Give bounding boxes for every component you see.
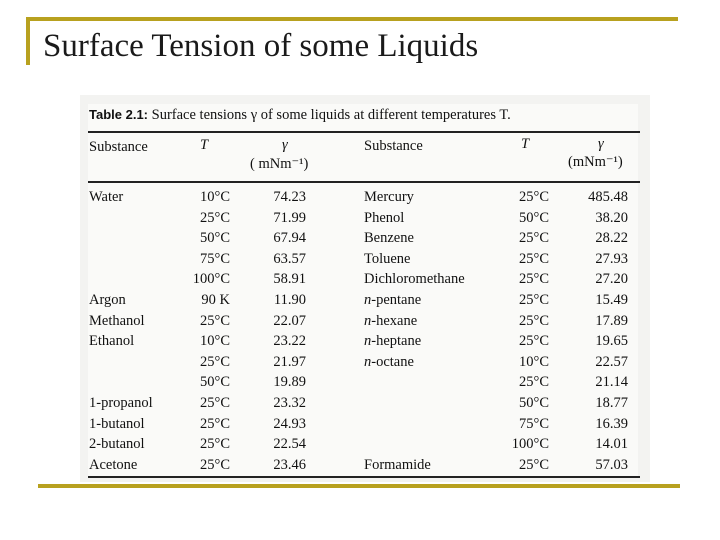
left-temperature-cell: 25°C xyxy=(200,416,230,432)
right-substance-cell xyxy=(364,190,414,205)
substance-name: -octane xyxy=(371,354,414,370)
header-gamma-right: γ xyxy=(598,136,604,152)
substance-name: Formamide xyxy=(364,457,431,473)
table-header-rule xyxy=(88,181,640,183)
substance-name: Toluene xyxy=(364,251,411,267)
right-temperature-cell: 10°C xyxy=(519,354,549,370)
substance-name: Benzene xyxy=(364,230,414,246)
header-temperature-left: T xyxy=(200,137,209,153)
table-bottom-rule xyxy=(88,476,640,478)
left-temperature-cell: 25°C xyxy=(200,354,230,370)
header-substance-right: Substance xyxy=(364,138,423,154)
substance-name: Phenol xyxy=(364,210,405,226)
right-substance-cell xyxy=(364,293,421,308)
left-gamma-cell: 21.97 xyxy=(273,354,306,370)
left-gamma-cell: 71.99 xyxy=(273,210,306,226)
right-gamma-cell: 17.89 xyxy=(595,313,628,329)
substance-name: -hexane xyxy=(371,313,418,329)
left-substance-cell: 2-butanol xyxy=(89,436,145,452)
right-temperature-cell: 75°C xyxy=(519,416,549,432)
right-gamma-cell: 15.49 xyxy=(595,292,628,308)
substance-name: -heptane xyxy=(371,333,422,349)
right-gamma-cell: 16.39 xyxy=(595,416,628,432)
left-temperature-cell: 10°C xyxy=(200,333,230,349)
substance-name: -pentane xyxy=(371,292,422,308)
right-temperature-cell: 25°C xyxy=(519,374,549,390)
right-substance-cell xyxy=(364,314,417,329)
right-gamma-cell: 27.20 xyxy=(595,271,628,287)
right-gamma-cell: 38.20 xyxy=(595,210,628,226)
left-gamma-cell: 23.22 xyxy=(273,333,306,349)
left-gamma-cell: 22.54 xyxy=(273,436,306,452)
left-gamma-cell: 23.32 xyxy=(273,395,306,411)
right-gamma-cell: 57.03 xyxy=(595,457,628,473)
left-temperature-cell: 25°C xyxy=(200,210,230,226)
right-gamma-cell: 14.01 xyxy=(595,436,628,452)
table-caption-text: Surface tensions γ of some liquids at different temperatures T. xyxy=(151,107,511,123)
right-substance-cell xyxy=(364,211,404,226)
right-substance-cell xyxy=(364,458,431,473)
right-substance-cell xyxy=(364,355,414,370)
header-unit-left: ( mNm⁻¹) xyxy=(250,156,309,172)
slide-frame-top-bar xyxy=(26,17,678,21)
header-temperature-right: T xyxy=(521,136,530,152)
right-substance-cell xyxy=(364,252,411,267)
right-gamma-cell: 19.65 xyxy=(595,333,628,349)
left-substance-cell: 1-propanol xyxy=(89,395,153,411)
left-gamma-cell: 11.90 xyxy=(273,292,306,308)
left-gamma-cell: 22.07 xyxy=(273,313,306,329)
left-gamma-cell: 58.91 xyxy=(273,271,306,287)
header-unit-right: (mNm⁻¹) xyxy=(568,154,623,170)
left-temperature-cell: 25°C xyxy=(200,313,230,329)
right-temperature-cell: 25°C xyxy=(519,251,549,267)
slide-frame-bottom-bar xyxy=(38,484,680,488)
left-gamma-cell: 24.93 xyxy=(273,416,306,432)
right-temperature-cell: 100°C xyxy=(511,436,549,452)
right-substance-cell xyxy=(364,231,414,246)
slide-frame-left-bar xyxy=(26,17,30,65)
right-temperature-cell: 25°C xyxy=(519,292,549,308)
right-temperature-cell: 25°C xyxy=(519,271,549,287)
right-gamma-cell: 22.57 xyxy=(595,354,628,370)
right-temperature-cell: 25°C xyxy=(519,230,549,246)
right-substance-cell xyxy=(364,272,465,287)
substance-prefix-italic: n xyxy=(364,354,372,370)
header-substance-left: Substance xyxy=(89,139,148,155)
substance-name: Dichloromethane xyxy=(364,271,465,287)
left-temperature-cell: 10°C xyxy=(200,189,230,205)
left-gamma-cell: 74.23 xyxy=(273,189,306,205)
left-temperature-cell: 25°C xyxy=(200,436,230,452)
left-temperature-cell: 50°C xyxy=(200,230,230,246)
left-temperature-cell: 25°C xyxy=(200,395,230,411)
right-gamma-cell: 485.48 xyxy=(588,189,628,205)
substance-prefix-italic: n xyxy=(364,333,372,349)
left-substance-cell: Ethanol xyxy=(89,333,135,349)
right-gamma-cell: 18.77 xyxy=(595,395,628,411)
right-gamma-cell: 21.14 xyxy=(595,374,628,390)
table-caption xyxy=(89,107,511,124)
left-substance-cell: Argon xyxy=(89,292,126,308)
right-temperature-cell: 50°C xyxy=(519,395,549,411)
left-temperature-cell: 50°C xyxy=(200,374,230,390)
right-temperature-cell: 25°C xyxy=(519,313,549,329)
left-gamma-cell: 23.46 xyxy=(273,457,306,473)
table-top-rule xyxy=(88,131,640,133)
table-caption-label: Table 2.1: xyxy=(89,107,149,122)
left-temperature-cell: 25°C xyxy=(200,457,230,473)
left-substance-cell: Acetone xyxy=(89,457,138,473)
header-gamma-left: γ xyxy=(282,137,288,153)
left-gamma-cell: 19.89 xyxy=(273,374,306,390)
right-gamma-cell: 28.22 xyxy=(595,230,628,246)
left-temperature-cell: 75°C xyxy=(200,251,230,267)
slide-title: Surface Tension of some Liquids xyxy=(43,28,479,64)
right-temperature-cell: 25°C xyxy=(519,189,549,205)
left-temperature-cell: 100°C xyxy=(192,271,230,287)
left-substance-cell: Water xyxy=(89,189,124,205)
right-temperature-cell: 25°C xyxy=(519,333,549,349)
left-gamma-cell: 67.94 xyxy=(273,230,306,246)
substance-name: Mercury xyxy=(364,189,414,205)
left-temperature-cell: 90 K xyxy=(201,292,230,308)
right-temperature-cell: 25°C xyxy=(519,457,549,473)
left-substance-cell: 1-butanol xyxy=(89,416,145,432)
left-gamma-cell: 63.57 xyxy=(273,251,306,267)
right-gamma-cell: 27.93 xyxy=(595,251,628,267)
left-substance-cell: Methanol xyxy=(89,313,145,329)
right-substance-cell xyxy=(364,334,421,349)
substance-prefix-italic: n xyxy=(364,292,372,308)
substance-prefix-italic: n xyxy=(364,313,372,329)
right-temperature-cell: 50°C xyxy=(519,210,549,226)
